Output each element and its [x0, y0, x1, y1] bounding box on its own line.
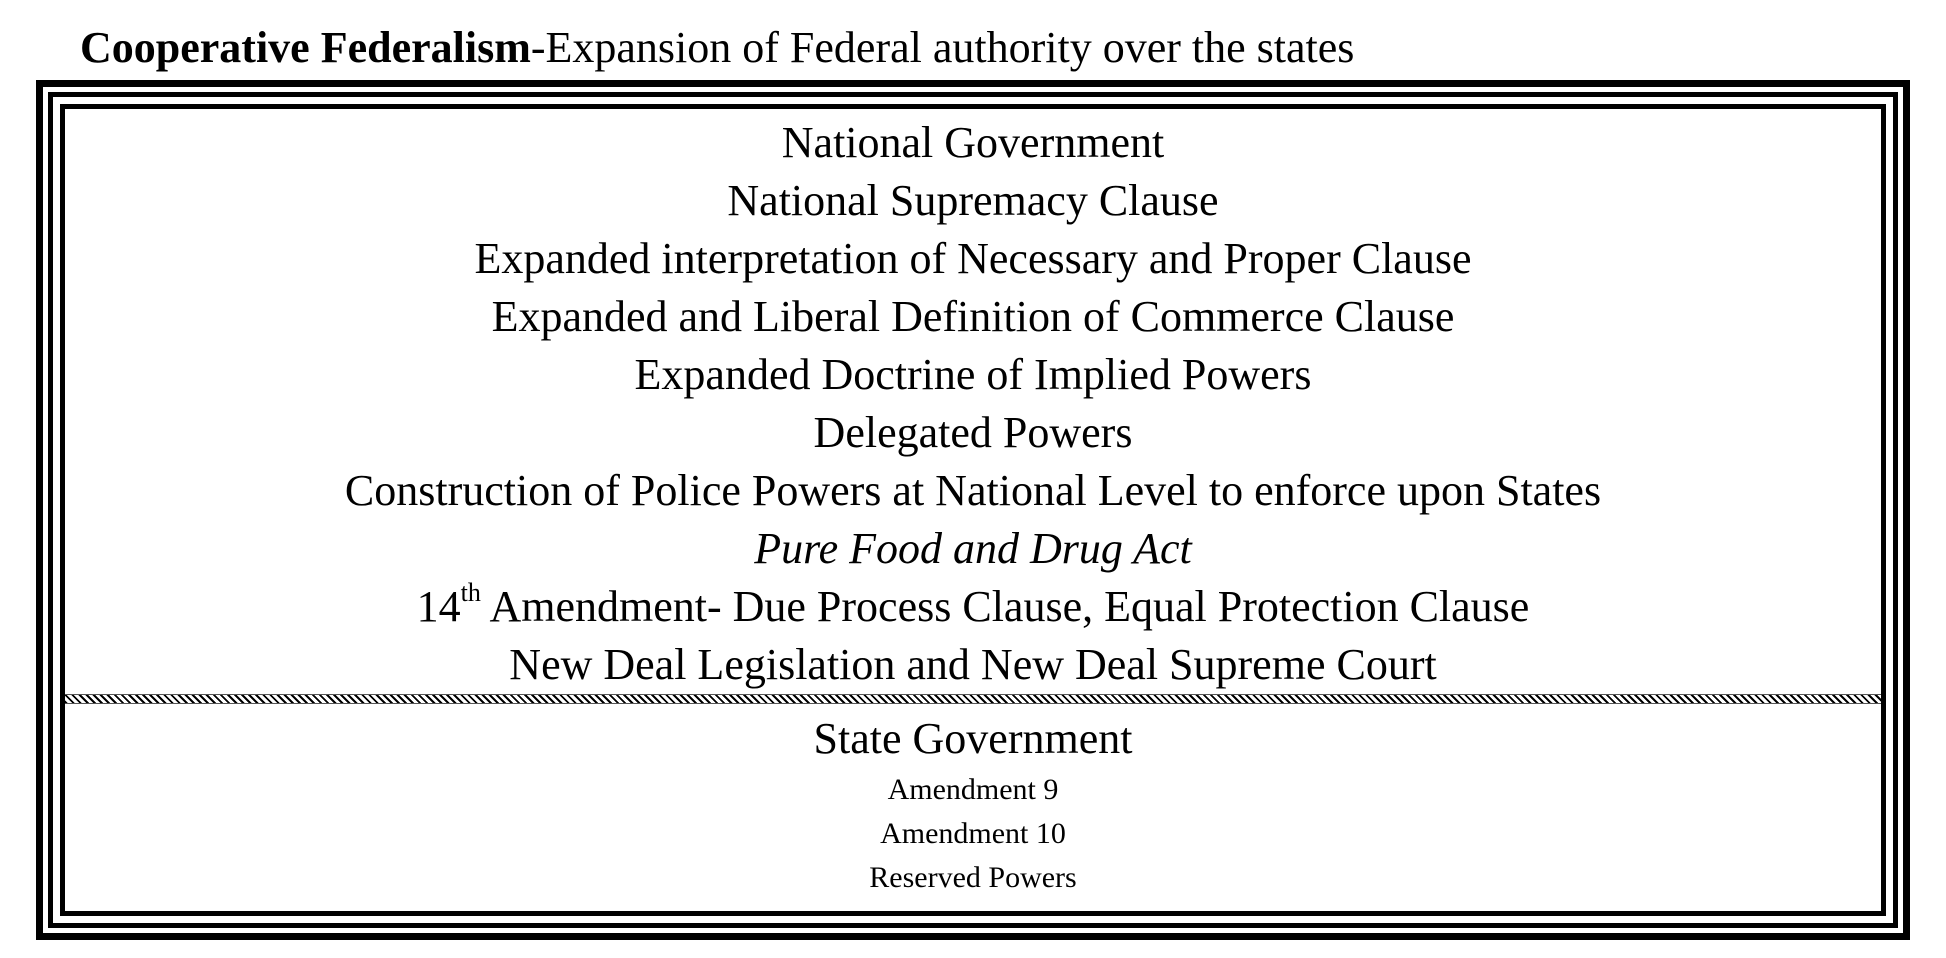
heading-term: Cooperative Federalism — [80, 23, 531, 72]
pure-food-and-drug-act: Pure Food and Drug Act — [754, 524, 1192, 573]
amendment-ordinal-suffix: th — [460, 578, 481, 608]
page-heading — [80, 18, 1354, 78]
national-power-item: Expanded and Liberal Definition of Commerce Clause — [491, 292, 1455, 341]
state-power-item: Reserved Powers — [869, 861, 1077, 894]
amendment-text: Amendment- Due Process Clause, Equal Protection Clause — [480, 582, 1530, 631]
national-power-item: Construction of Police Powers at National Level to enforce upon States — [344, 466, 1602, 515]
national-government-title: National Government — [781, 118, 1165, 167]
state-power-item: Amendment 10 — [880, 817, 1066, 850]
national-government-section — [65, 114, 1881, 694]
fourteenth-amendment-line — [65, 578, 1881, 636]
heading-definition: -Expansion of Federal authority over the states — [530, 23, 1355, 72]
new-deal-line: New Deal Legislation and New Deal Supreme Court — [509, 640, 1437, 689]
national-power-item: Expanded Doctrine of Implied Powers — [634, 350, 1312, 399]
section-divider — [65, 694, 1881, 704]
national-power-item: Delegated Powers — [813, 408, 1133, 457]
state-government-section — [65, 710, 1881, 900]
national-power-item: National Supremacy Clause — [727, 176, 1219, 225]
amendment-number: 14 — [416, 582, 461, 631]
state-power-item: Amendment 9 — [887, 773, 1059, 806]
state-government-title: State Government — [813, 714, 1133, 763]
national-power-item: Expanded interpretation of Necessary and Proper Clause — [474, 234, 1472, 283]
